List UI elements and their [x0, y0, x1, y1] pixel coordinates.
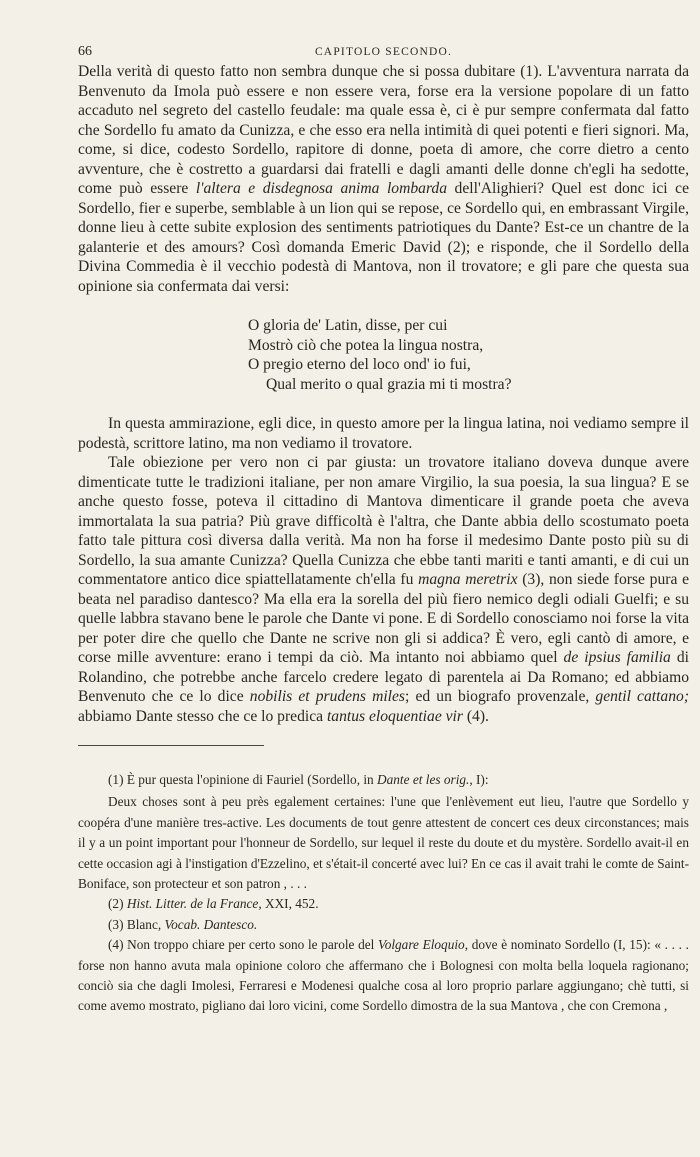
footnote-4: (4) Non troppo chiare per certo sono le parole del Volgare Eloquio, dove è nominato Sordello (I, 15): « . . . . forse non hanno avuta mala opinione coloro che affermano che i Bolognesi con molta bella loquela ragionano; conciò sia che dagli Imolesi, Ferraresi e Modenesi qualche cosa al loro proprio parlare aggiungano; chè tutti, si come avemo mostrato, pigliano dai loro vicini, come Sordello dimostra de la sua Mantova , che con Cremona ,: [78, 937, 689, 1014]
footnote-3: (3) Blanc, Vocab. Dantesco.: [108, 916, 258, 932]
verse-line: Qual merito o qual grazia mi ti mostra?: [266, 375, 512, 393]
verse-line: O pregio eterno del loco ond' io fui,: [248, 356, 471, 373]
verse-line: O gloria de' Latin, disse, per cui: [248, 317, 448, 334]
paragraph-3: Tale obiezione per vero non ci par giusta: un trovatore italiano doveva dunque avere dimenticate tutte le tradizioni italiane, per non amare Virgilio, la sua poesia, la sua lingua? E se anche questo fosse, poteva il cittadino di Mantova dimenticare il grande poeta che aveva immortalata la sua patria? Più grave difficoltà è l'altra, che Dante abbia dello scostumato poeta fatto tale pittura così diversa dalla verità. Ma non ha forse il medesimo Dante posto più su di Sordello, la sua amante Cunizza? Quella Cunizza che ebbe tanti mariti e tanti amanti, e di cui un commentatore antico dice spiattellatamente ch'ella fu magna meretrix (3), non siede forse pura e beata nel paradiso dantesco? Ma ella era la sorella del più fiero nemico degli odiali Guelfi; e su quelle labbra stavano bene le parole che Dante vi pone. E di Sordello conosciamo noi forse la vita per poter dire che quello che Dante ne scrive non gli si addica? È vero, egli cantò di amore, e corse mille avventure: erano i tempi da ciò. Ma intanto noi abbiamo quel de ipsius familia di Rolandino, che potrebbe anche farcelo credere legato di parentela ai Da Romano; ed abbiamo Benvenuto che ce lo dice nobilis et prudens miles; ed un biografo provenzale, gentil cattano; abbiamo Dante stesso che ce lo predica tantus eloquentiae vir (4).: [78, 454, 690, 725]
footnote-1: (1) È pur questa l'opinione di Fauriel (Sordello, in Dante et les orig., I):: [108, 772, 489, 787]
italic-quote: l'altera e disdegnosa anima lombarda: [195, 180, 448, 197]
footnote-divider: [78, 745, 264, 746]
paragraph-1: Della verità di questo fatto non sembra dunque che si possa dubitare (1). L'avventura narrata da Benvenuto da Imola può essere e non essere vera, forse era la versione popolare di un fatto accaduto nel segreto del castello feudale: ma quale essa è, ci è pur sempre confermata dal fatto che Sordello fu amato da Cunizza, e che esso era nella intimità di quei potenti e fieri signori. Ma, come, si dice, codesto Sordello, rapitore di donne, poeta di amore, che corre dietro a cento avventure, che è costretto a guardarsi dai fratelli e dagli amanti delle donne ch'egli ha sedotte, come può essere l'altera e disdegnosa anima lombarda dell'Alighieri? Quel est donc ici ce Sordello, fier e superbe, semblable à un lion qui se repose, ce Sordello qui, en embrassant Virgile, donne lieu à cette subite explosion des sentiments patriotiques du Dante? Est-ce un chantre de la galanterie et des amours? Così domanda Emeric David (2); e risponde, che il Sordello della Divina Commedia è il vecchio podestà di Mantova, non il trovatore; e gli pare che questa sua opinione sia confermata dai versi:: [78, 63, 689, 295]
page-header: [78, 44, 689, 62]
page-number: 66: [78, 44, 92, 59]
main-text: [78, 62, 689, 726]
footnote-2: (2) Hist. Litter. de la France, XXI, 452.: [108, 896, 319, 912]
footnote-1-quote: Deux choses sont à peu près egalement certaines: l'une que l'enlèvement eut lieu, l'autre que Sordello y coopéra d'une manière tres-active. Les documents de tout genre attestent de concert ces deux circonstances; mais il y a un point important pour l'honneur de Sordello, sur lequel il reste du doute et du mystère. Sordello avait-il en cette occasion agi à l'instigation d'Ezzelino, et s'était-il concerté avec lui? En ce cas il avait trahi le comte de Saint-Boniface, son protecteur et son patron , . . .: [78, 794, 689, 892]
paragraph-2: In questa ammirazione, egli dice, in questo amore per la lingua latina, noi vediamo sempre il podestà, scrittore latino, ma non vediamo il trovatore.: [78, 415, 689, 452]
verse-line: Mostrò ciò che potea la lingua nostra,: [248, 336, 484, 354]
verse-quote: [248, 316, 689, 394]
running-title: CAPITOLO SECONDO.: [314, 46, 453, 58]
footnotes: [78, 770, 689, 1017]
